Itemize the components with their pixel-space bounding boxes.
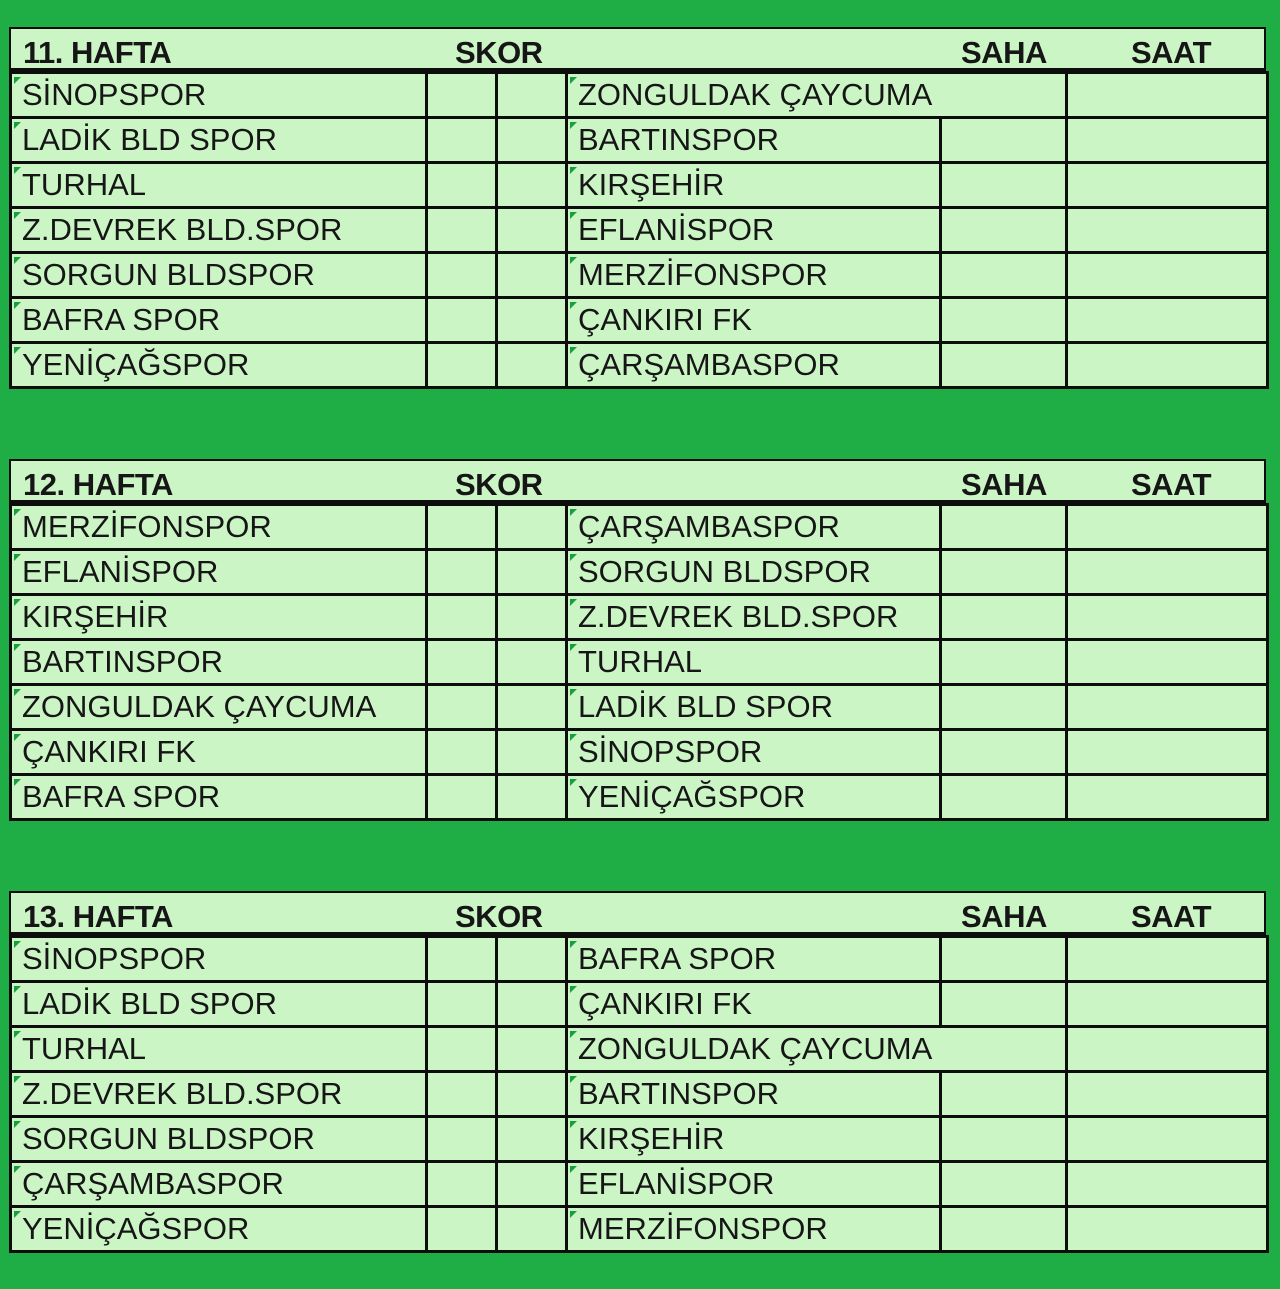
away-team: Z.DEVREK BLD.SPOR <box>567 595 941 640</box>
time-cell <box>1067 550 1268 595</box>
home-score-cell <box>427 550 497 595</box>
time-cell <box>1067 775 1268 820</box>
match-row <box>11 1117 1268 1162</box>
time-cell <box>1067 118 1268 163</box>
home-score-cell <box>427 1027 497 1072</box>
time-cell <box>1067 343 1268 388</box>
away-team: ÇARŞAMBASPOR <box>567 505 941 550</box>
away-team: EFLANİSPOR <box>567 1162 941 1207</box>
away-score-cell <box>497 982 567 1027</box>
away-team: SİNOPSPOR <box>567 730 941 775</box>
match-row <box>11 775 1268 820</box>
field-cell <box>941 253 1067 298</box>
home-score-cell <box>427 163 497 208</box>
match-row <box>11 1027 1268 1072</box>
match-row <box>11 118 1268 163</box>
home-team: LADİK BLD SPOR <box>11 982 427 1027</box>
home-score-cell <box>427 298 497 343</box>
time-cell <box>1067 163 1268 208</box>
away-team: MERZİFONSPOR <box>567 1207 941 1252</box>
home-team: ÇANKIRI FK <box>11 730 427 775</box>
week-title: 12. HAFTA <box>23 467 173 502</box>
away-team: MERZİFONSPOR <box>567 253 941 298</box>
field-header: SAHA <box>961 35 1047 70</box>
match-table <box>9 503 1269 821</box>
time-cell <box>1067 208 1268 253</box>
match-row <box>11 163 1268 208</box>
away-score-cell <box>497 118 567 163</box>
home-team: TURHAL <box>11 163 427 208</box>
home-score-cell <box>427 208 497 253</box>
week-header <box>9 27 1266 71</box>
field-cell <box>941 595 1067 640</box>
away-team: KIRŞEHİR <box>567 1117 941 1162</box>
match-row <box>11 982 1268 1027</box>
home-score-cell <box>427 253 497 298</box>
time-cell <box>1067 73 1268 118</box>
home-team: YENİÇAĞSPOR <box>11 343 427 388</box>
match-row <box>11 937 1268 982</box>
away-score-cell <box>497 550 567 595</box>
away-team: LADİK BLD SPOR <box>567 685 941 730</box>
away-score-cell <box>497 640 567 685</box>
away-team: TURHAL <box>567 640 941 685</box>
away-team: ÇANKIRI FK <box>567 298 941 343</box>
match-row <box>11 640 1268 685</box>
away-team: YENİÇAĞSPOR <box>567 775 941 820</box>
away-score-cell <box>497 73 567 118</box>
week-title: 11. HAFTA <box>23 35 172 70</box>
away-team: ZONGULDAK ÇAYCUMA <box>567 73 1067 118</box>
match-row <box>11 208 1268 253</box>
home-team: Z.DEVREK BLD.SPOR <box>11 208 427 253</box>
match-row <box>11 298 1268 343</box>
time-cell <box>1067 730 1268 775</box>
home-score-cell <box>427 1117 497 1162</box>
time-cell <box>1067 595 1268 640</box>
home-team: YENİÇAĞSPOR <box>11 1207 427 1252</box>
field-cell <box>941 640 1067 685</box>
time-cell <box>1067 1162 1268 1207</box>
home-team: SİNOPSPOR <box>11 937 427 982</box>
match-row <box>11 550 1268 595</box>
home-team: ZONGULDAK ÇAYCUMA <box>11 685 427 730</box>
away-team: ÇARŞAMBASPOR <box>567 343 941 388</box>
home-team: BAFRA SPOR <box>11 298 427 343</box>
match-row <box>11 343 1268 388</box>
away-score-cell <box>497 163 567 208</box>
away-team: SORGUN BLDSPOR <box>567 550 941 595</box>
score-header: SKOR <box>455 35 543 70</box>
time-cell <box>1067 505 1268 550</box>
away-team: BARTINSPOR <box>567 1072 941 1117</box>
field-cell <box>941 1162 1067 1207</box>
field-cell <box>941 937 1067 982</box>
time-header: SAAT <box>1131 899 1212 934</box>
week-header <box>9 891 1266 935</box>
field-cell <box>941 343 1067 388</box>
home-score-cell <box>427 343 497 388</box>
field-cell <box>941 1072 1067 1117</box>
home-team: LADİK BLD SPOR <box>11 118 427 163</box>
home-score-cell <box>427 73 497 118</box>
home-score-cell <box>427 118 497 163</box>
home-team: Z.DEVREK BLD.SPOR <box>11 1072 427 1117</box>
home-team: SORGUN BLDSPOR <box>11 1117 427 1162</box>
week-12-block <box>9 459 1266 821</box>
field-cell <box>941 982 1067 1027</box>
home-score-cell <box>427 1162 497 1207</box>
field-cell <box>941 775 1067 820</box>
time-cell <box>1067 1072 1268 1117</box>
time-cell <box>1067 640 1268 685</box>
week-title: 13. HAFTA <box>23 899 173 934</box>
match-row <box>11 685 1268 730</box>
time-header: SAAT <box>1131 35 1212 70</box>
field-cell <box>941 685 1067 730</box>
match-row <box>11 730 1268 775</box>
away-score-cell <box>497 1072 567 1117</box>
away-score-cell <box>497 1117 567 1162</box>
match-row <box>11 505 1268 550</box>
home-team: TURHAL <box>11 1027 427 1072</box>
away-score-cell <box>497 298 567 343</box>
match-table <box>9 935 1269 1253</box>
match-row <box>11 595 1268 640</box>
time-cell <box>1067 937 1268 982</box>
away-score-cell <box>497 208 567 253</box>
away-team: BAFRA SPOR <box>567 937 941 982</box>
home-score-cell <box>427 937 497 982</box>
time-cell <box>1067 253 1268 298</box>
home-score-cell <box>427 775 497 820</box>
away-team: EFLANİSPOR <box>567 208 941 253</box>
week-13-block <box>9 891 1266 1253</box>
home-score-cell <box>427 1207 497 1252</box>
match-row <box>11 1162 1268 1207</box>
away-score-cell <box>497 343 567 388</box>
home-team: BAFRA SPOR <box>11 775 427 820</box>
week-11-block <box>9 27 1266 389</box>
home-score-cell <box>427 1072 497 1117</box>
field-cell <box>941 550 1067 595</box>
away-team: ZONGULDAK ÇAYCUMA <box>567 1027 1067 1072</box>
home-score-cell <box>427 505 497 550</box>
time-cell <box>1067 982 1268 1027</box>
home-score-cell <box>427 730 497 775</box>
home-team: SORGUN BLDSPOR <box>11 253 427 298</box>
home-team: ÇARŞAMBASPOR <box>11 1162 427 1207</box>
field-header: SAHA <box>961 899 1047 934</box>
score-header: SKOR <box>455 467 543 502</box>
away-team: KIRŞEHİR <box>567 163 941 208</box>
time-cell <box>1067 685 1268 730</box>
time-header: SAAT <box>1131 467 1212 502</box>
away-score-cell <box>497 937 567 982</box>
time-cell <box>1067 1027 1268 1072</box>
away-score-cell <box>497 1027 567 1072</box>
away-score-cell <box>497 505 567 550</box>
field-cell <box>941 163 1067 208</box>
time-cell <box>1067 1207 1268 1252</box>
week-header <box>9 459 1266 503</box>
away-score-cell <box>497 1207 567 1252</box>
home-team: EFLANİSPOR <box>11 550 427 595</box>
field-cell <box>941 1117 1067 1162</box>
home-team: MERZİFONSPOR <box>11 505 427 550</box>
time-cell <box>1067 298 1268 343</box>
home-team: KIRŞEHİR <box>11 595 427 640</box>
away-score-cell <box>497 1162 567 1207</box>
away-score-cell <box>497 730 567 775</box>
home-team: BARTINSPOR <box>11 640 427 685</box>
away-team: ÇANKIRI FK <box>567 982 941 1027</box>
match-table <box>9 71 1269 389</box>
field-cell <box>941 730 1067 775</box>
match-row <box>11 73 1268 118</box>
match-row <box>11 1072 1268 1117</box>
field-cell <box>941 118 1067 163</box>
home-score-cell <box>427 685 497 730</box>
away-team: BARTINSPOR <box>567 118 941 163</box>
field-header: SAHA <box>961 467 1047 502</box>
home-team: SİNOPSPOR <box>11 73 427 118</box>
home-score-cell <box>427 595 497 640</box>
field-cell <box>941 1207 1067 1252</box>
time-cell <box>1067 1117 1268 1162</box>
field-cell <box>941 208 1067 253</box>
home-score-cell <box>427 640 497 685</box>
match-row <box>11 253 1268 298</box>
away-score-cell <box>497 253 567 298</box>
away-score-cell <box>497 775 567 820</box>
match-row <box>11 1207 1268 1252</box>
field-cell <box>941 298 1067 343</box>
score-header: SKOR <box>455 899 543 934</box>
home-score-cell <box>427 982 497 1027</box>
field-cell <box>941 505 1067 550</box>
away-score-cell <box>497 685 567 730</box>
away-score-cell <box>497 595 567 640</box>
